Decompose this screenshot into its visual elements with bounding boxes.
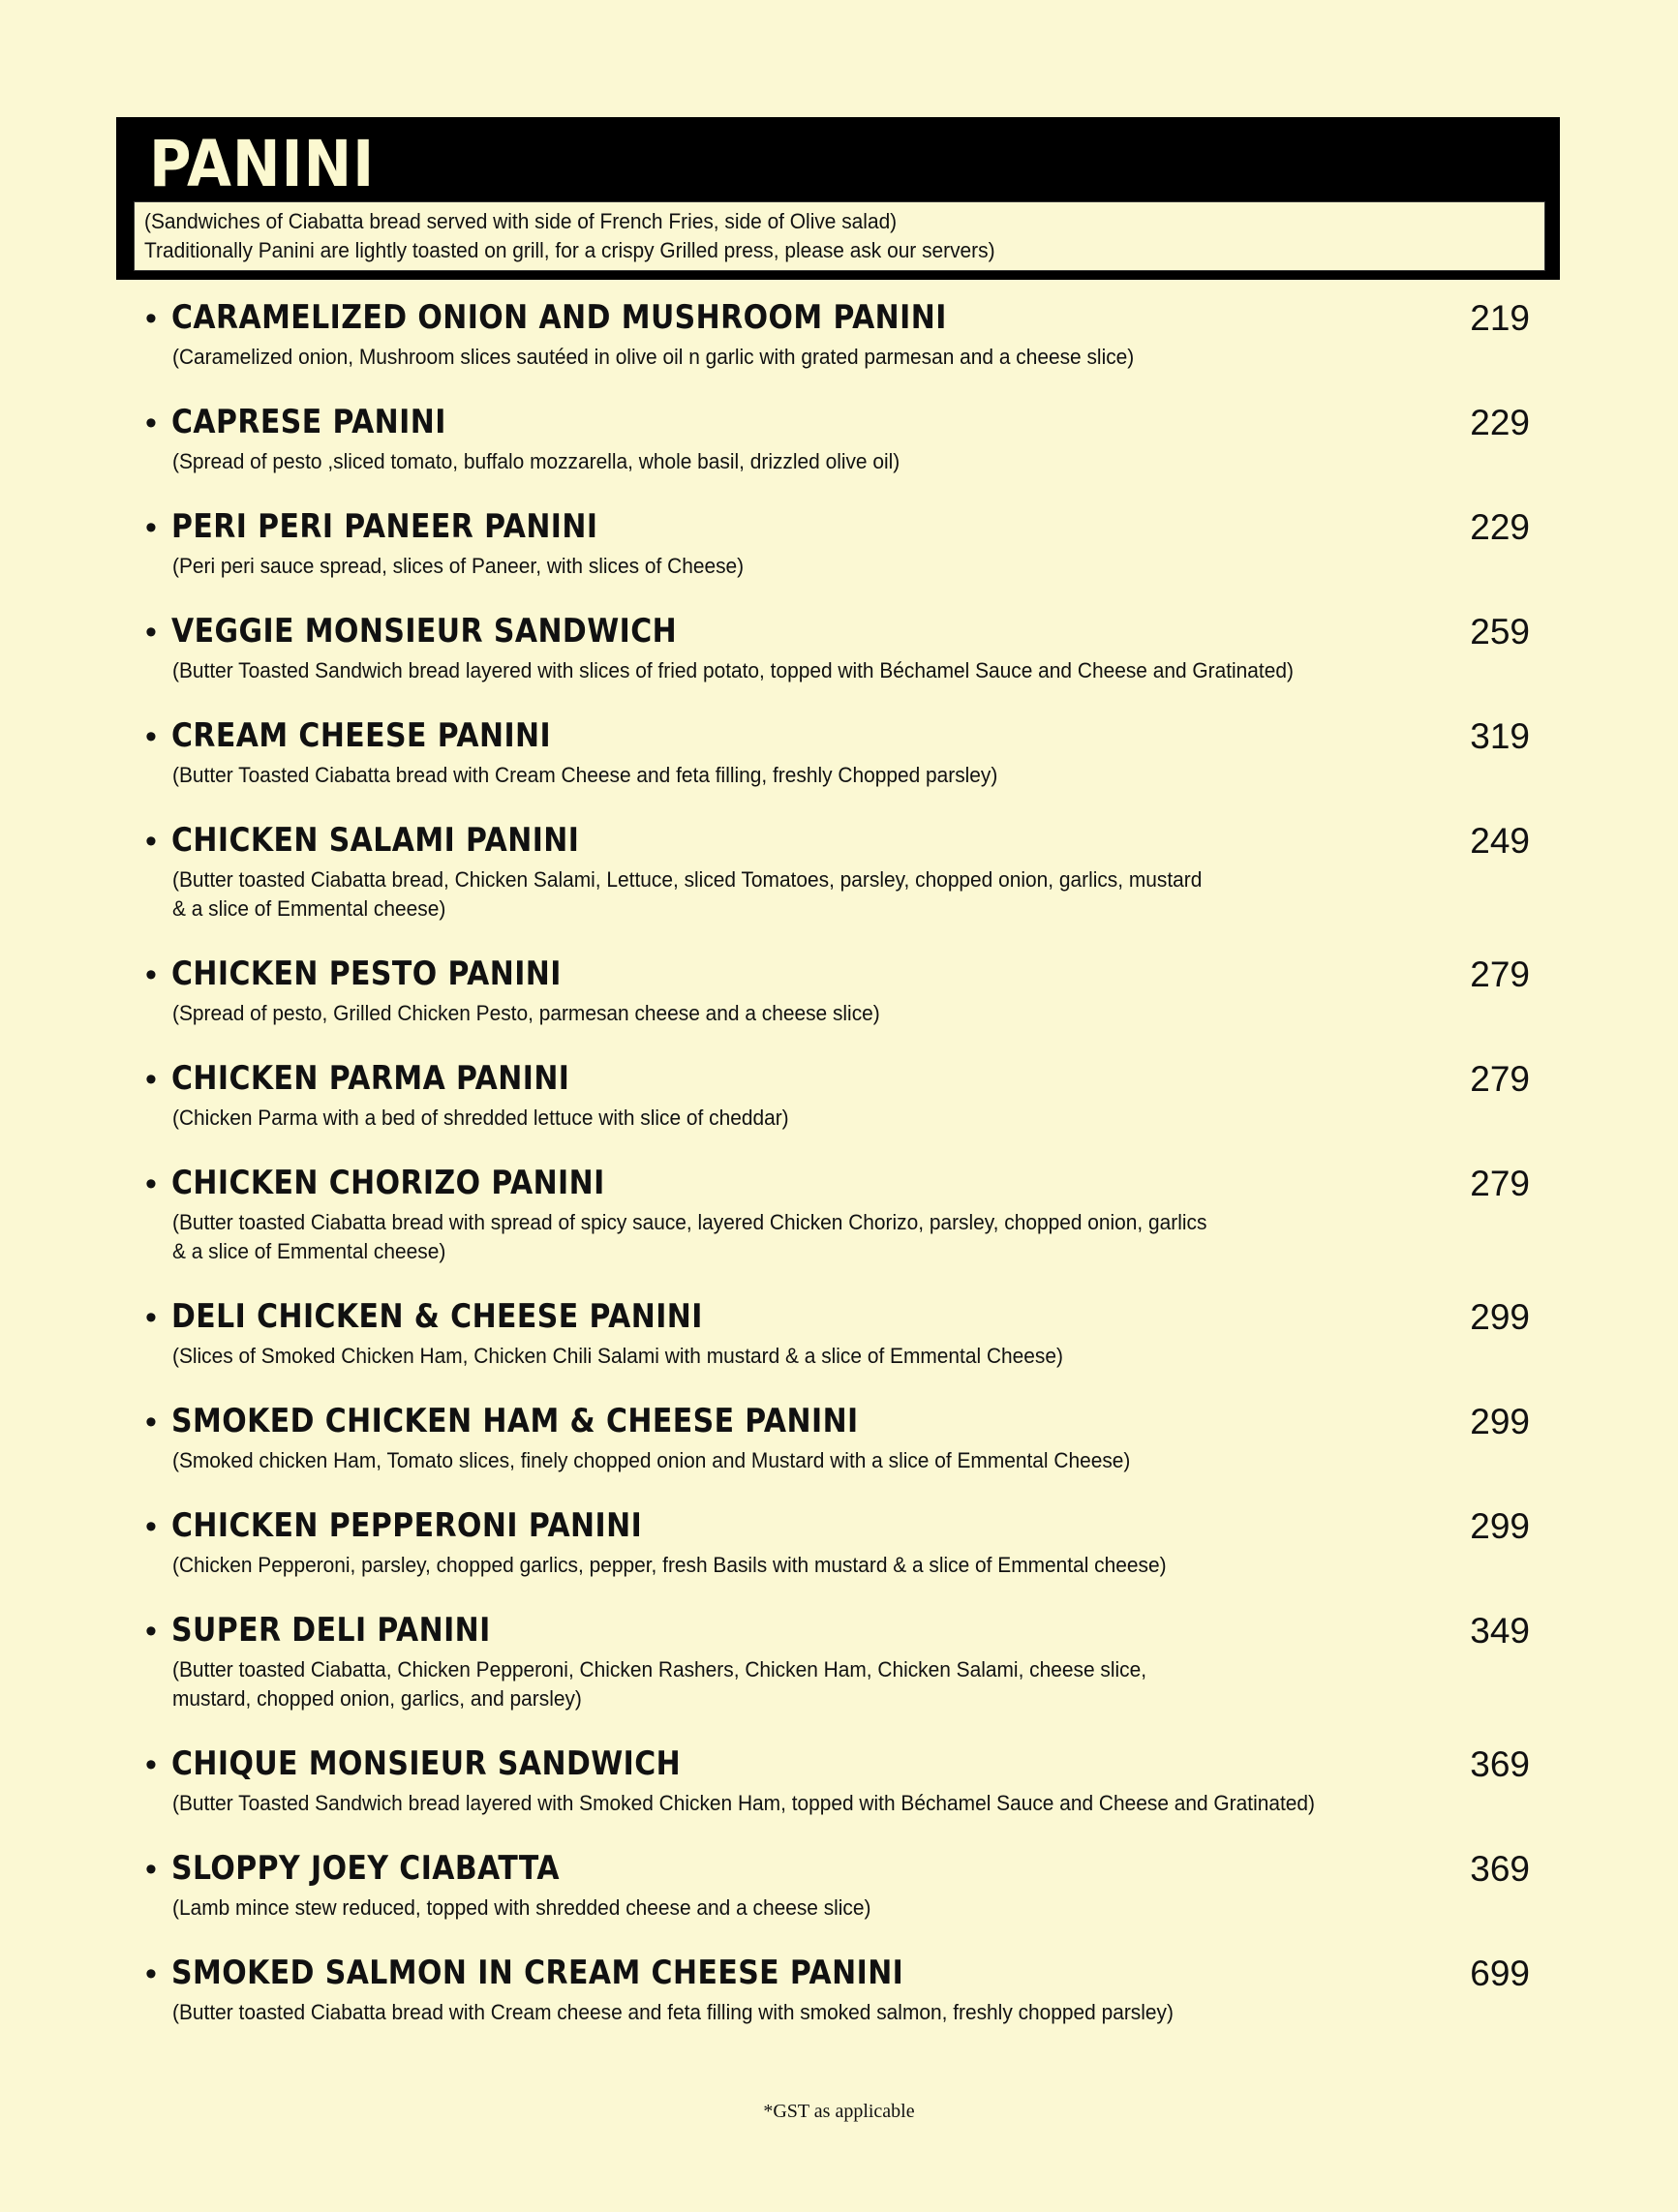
- menu-item-price: 699: [1470, 1954, 1530, 1993]
- menu-item: [145, 819, 1530, 924]
- bullet-icon: •: [145, 1061, 157, 1098]
- menu-item-description: (Slices of Smoked Chicken Ham, Chicken Chili Salami with mustard & a slice of Emmental Cheese): [172, 1344, 1063, 1368]
- menu-item-header: [145, 953, 1530, 999]
- menu-item-description: (Spread of pesto, Grilled Chicken Pesto, parmesan cheese and a cheese slice): [172, 1001, 880, 1025]
- menu-item-price: 299: [1470, 1402, 1530, 1441]
- menu-item-name: CHICKEN PARMA PANINI: [171, 1059, 570, 1098]
- menu-item-header: [145, 1609, 1530, 1655]
- menu-item: [145, 505, 1530, 581]
- menu-item: [145, 953, 1530, 1028]
- menu-item-price: 349: [1470, 1611, 1530, 1651]
- menu-item-name: CHICKEN SALAMI PANINI: [171, 821, 580, 860]
- menu-item-name: CHIQUE MONSIEUR SANDWICH: [171, 1744, 682, 1783]
- section-note-line-1: (Sandwiches of Ciabatta bread served with side of French Fries, side of Olive salad): [144, 209, 898, 233]
- menu-item: [145, 1400, 1530, 1475]
- section-header: [116, 117, 1560, 280]
- menu-item-header: [145, 1162, 1530, 1208]
- bullet-icon: •: [145, 1508, 157, 1545]
- menu-item-description: (Lamb mince stew reduced, topped with shredded cheese and a cheese slice): [172, 1895, 871, 1920]
- menu-item-header: [145, 1295, 1530, 1342]
- menu-item-header: [145, 401, 1530, 447]
- menu-item-name: VEGGIE MONSIEUR SANDWICH: [171, 612, 678, 651]
- menu-item-name: SUPER DELI PANINI: [171, 1611, 491, 1650]
- menu-item: [145, 296, 1530, 372]
- menu-item: [145, 1504, 1530, 1580]
- menu-item: [145, 1162, 1530, 1266]
- menu-item-name: CREAM CHEESE PANINI: [171, 716, 552, 755]
- bullet-icon: •: [145, 1166, 157, 1202]
- bullet-icon: •: [145, 1404, 157, 1440]
- menu-item: [145, 1742, 1530, 1818]
- bullet-icon: •: [145, 1851, 157, 1888]
- menu-item-name: DELI CHICKEN & CHEESE PANINI: [171, 1297, 703, 1336]
- menu-item-description: (Butter toasted Ciabatta bread, Chicken Salami, Lettuce, sliced Tomatoes, parsley, chopped onion, garlics, mustard & a slice of Emmental cheese): [172, 867, 1203, 921]
- menu-item-list: [145, 296, 1530, 2056]
- menu-item-price: 369: [1470, 1849, 1530, 1889]
- bullet-icon: •: [145, 300, 157, 337]
- menu-item-price: 299: [1470, 1506, 1530, 1546]
- section-note-box: [134, 201, 1545, 271]
- bullet-icon: •: [145, 405, 157, 441]
- bullet-icon: •: [145, 718, 157, 755]
- menu-item-price: 259: [1470, 612, 1530, 651]
- menu-item-header: [145, 1847, 1530, 1894]
- menu-item-name: SMOKED CHICKEN HAM & CHEESE PANINI: [171, 1402, 859, 1440]
- menu-item-description: (Smoked chicken Ham, Tomato slices, finely chopped onion and Mustard with a slice of Emmental Cheese): [172, 1448, 1131, 1472]
- menu-item-name: SLOPPY JOEY CIABATTA: [171, 1849, 561, 1888]
- menu-item-name: CAPRESE PANINI: [171, 403, 446, 441]
- menu-item-header: [145, 1400, 1530, 1446]
- menu-item: [145, 1609, 1530, 1713]
- menu-item: [145, 1057, 1530, 1133]
- menu-item-name: CHICKEN PESTO PANINI: [171, 954, 562, 993]
- menu-item: [145, 610, 1530, 685]
- menu-item-description: (Butter toasted Ciabatta, Chicken Pepperoni, Chicken Rashers, Chicken Ham, Chicken Salami, cheese slice, mustard, chopped onion, garlics, and parsley): [172, 1657, 1147, 1711]
- menu-item-description: (Spread of pesto ,sliced tomato, buffalo mozzarella, whole basil, drizzled olive oil): [172, 449, 900, 473]
- bullet-icon: •: [145, 956, 157, 993]
- gst-note: *GST as applicable: [763, 2101, 915, 2122]
- menu-item-price: 279: [1470, 1164, 1530, 1203]
- menu-item-description: (Butter Toasted Ciabatta bread with Cream Cheese and feta filling, freshly Chopped parsley): [172, 763, 998, 787]
- menu-item-header: [145, 714, 1530, 761]
- menu-item-price: 219: [1470, 298, 1530, 338]
- menu-item-header: [145, 1057, 1530, 1104]
- section-note-line-2: Traditionally Panini are lightly toasted on grill, for a crispy Grilled press, please ask our servers): [144, 238, 995, 262]
- menu-item-price: 369: [1470, 1744, 1530, 1784]
- menu-item-name: SMOKED SALMON IN CREAM CHEESE PANINI: [171, 1954, 904, 1992]
- menu-item-description: (Butter toasted Ciabatta bread with Cream cheese and feta filling with smoked salmon, freshly chopped parsley): [172, 2000, 1174, 2024]
- section-title: PANINI: [149, 127, 376, 201]
- menu-item-price: 229: [1470, 403, 1530, 442]
- menu-item-header: [145, 1742, 1530, 1789]
- menu-item: [145, 401, 1530, 476]
- menu-item-header: [145, 505, 1530, 552]
- bullet-icon: •: [145, 614, 157, 651]
- menu-item-header: [145, 1504, 1530, 1551]
- menu-item-header: [145, 610, 1530, 656]
- menu-item-price: 249: [1470, 821, 1530, 861]
- menu-item-description: (Chicken Pepperoni, parsley, chopped garlics, pepper, fresh Basils with mustard & a slice of Emmental cheese): [172, 1553, 1167, 1577]
- menu-item: [145, 1847, 1530, 1923]
- menu-item-name: CHICKEN CHORIZO PANINI: [171, 1164, 605, 1202]
- menu-item-header: [145, 819, 1530, 865]
- bullet-icon: •: [145, 823, 157, 860]
- menu-item-description: (Peri peri sauce spread, slices of Paneer, with slices of Cheese): [172, 554, 745, 578]
- menu-item-description: (Chicken Parma with a bed of shredded lettuce with slice of cheddar): [172, 1106, 789, 1130]
- menu-item-header: [145, 1952, 1530, 1998]
- menu-item-description: (Caramelized onion, Mushroom slices sautéed in olive oil n garlic with grated parmesan and a cheese slice): [172, 345, 1135, 369]
- menu-item-description: (Butter toasted Ciabatta bread with spread of spicy sauce, layered Chicken Chorizo, parsley, chopped onion, garlics & a slice of Emmental cheese): [172, 1210, 1207, 1263]
- menu-item: [145, 1952, 1530, 2027]
- menu-item-name: PERI PERI PANEER PANINI: [171, 507, 598, 546]
- menu-item-price: 279: [1470, 1059, 1530, 1099]
- menu-item-price: 299: [1470, 1297, 1530, 1337]
- menu-item-price: 319: [1470, 716, 1530, 756]
- bullet-icon: •: [145, 1955, 157, 1992]
- menu-item-description: (Butter Toasted Sandwich bread layered with slices of fried potato, topped with Béchamel Sauce and Cheese and Gratinated): [172, 658, 1294, 682]
- menu-item-price: 229: [1470, 507, 1530, 547]
- menu-item-name: CHICKEN PEPPERONI PANINI: [171, 1506, 643, 1545]
- menu-item-description: (Butter Toasted Sandwich bread layered with Smoked Chicken Ham, topped with Béchamel Sauce and Cheese and Gratinated): [172, 1791, 1315, 1815]
- menu-item-header: [145, 296, 1530, 343]
- menu-item: [145, 714, 1530, 790]
- bullet-icon: •: [145, 1299, 157, 1336]
- menu-item-price: 279: [1470, 954, 1530, 994]
- menu-item-name: CARAMELIZED ONION AND MUSHROOM PANINI: [171, 298, 947, 337]
- bullet-icon: •: [145, 1613, 157, 1650]
- menu-item: [145, 1295, 1530, 1371]
- bullet-icon: •: [145, 509, 157, 546]
- bullet-icon: •: [145, 1746, 157, 1783]
